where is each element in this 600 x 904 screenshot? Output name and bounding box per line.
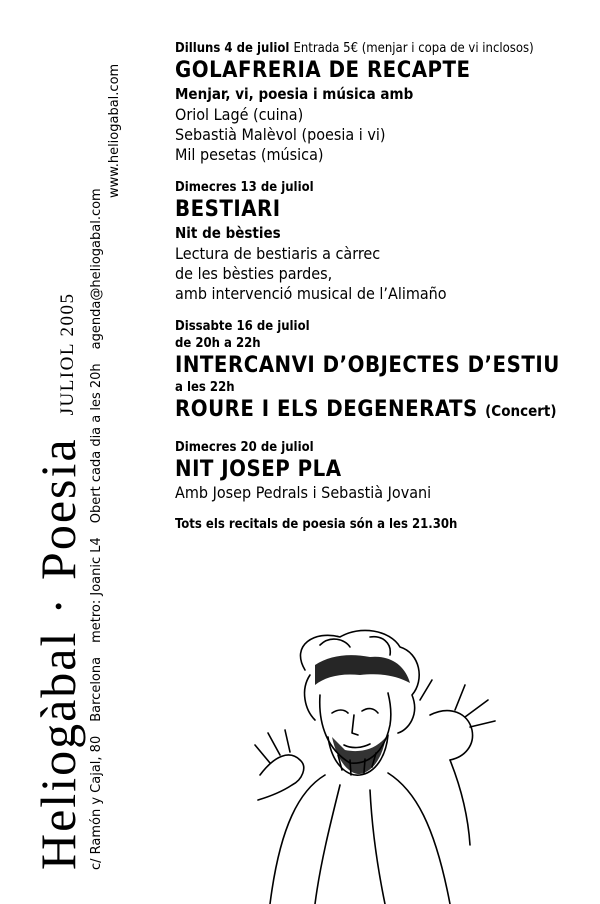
event-time: a les 22h (175, 380, 235, 395)
venue-info (89, 50, 104, 870)
brand-heading (3, 50, 86, 870)
event-title: GOLAFRERIA DE RECAPTE (175, 58, 471, 83)
event-date: Dissabte 16 de juliol (175, 319, 310, 334)
event-line: Lectura de bestiaris a càrrec (175, 244, 381, 263)
event-title-concert (175, 396, 590, 425)
event-title-concert-note: (Concert) (485, 402, 557, 420)
event-date: Dimecres 20 de juliol (175, 440, 314, 455)
event-date: Dimecres 13 de juliol (175, 180, 314, 195)
event-subtitle: Nit de bèsties (175, 224, 281, 242)
venue-metro: metro: Joanic L4 (89, 537, 104, 643)
recital-time-note: Tots els recitals de poesia són a les 21.30h (175, 517, 458, 532)
event-line: Mil pesetas (música) (175, 145, 324, 164)
event-date (175, 40, 590, 57)
event-listing (175, 40, 590, 532)
brand-section: Poesia (30, 437, 86, 580)
event-line: de les bèsties pardes, (175, 264, 333, 283)
venue-hours: Obert cada dia a les 20h (89, 363, 104, 524)
event-title: NIT JOSEP PLA (175, 457, 342, 482)
event-title: INTERCANVI D’OBJECTES D’ESTIU (175, 353, 560, 378)
side-rotated-block (3, 50, 153, 870)
side-column (0, 0, 170, 904)
event-date-text: Dilluns 4 de juliol (175, 41, 290, 56)
event-entry-price: Entrada 5€ (menjar i copa de vi inclosos) (293, 41, 534, 56)
brand-month: JULIOL 2005 (57, 292, 78, 416)
venue-city: Barcelona (89, 656, 104, 722)
event-title-concert-name: ROURE I ELS DEGENERATS (175, 397, 478, 422)
event-line: Amb Josep Pedrals i Sebastià Jovani (175, 483, 432, 502)
event-line: Sebastià Malèvol (poesia i vi) (175, 125, 386, 144)
event-time: de 20h a 22h (175, 336, 261, 351)
event-line: amb intervenció musical de l’Alimaño (175, 284, 447, 303)
event-item (175, 439, 590, 503)
brand-name: Heliogàbal (30, 630, 86, 870)
event-title: BESTIARI (175, 197, 281, 222)
event-subtitle: Menjar, vi, poesia i música amb (175, 85, 414, 103)
event-item (175, 179, 590, 304)
event-item (175, 40, 590, 165)
venue-website[interactable]: www.heliogabal.com (107, 63, 122, 198)
poet-sketch-illustration (220, 625, 520, 904)
venue-email[interactable]: agenda@heliogabal.com (89, 188, 104, 350)
event-item (175, 318, 590, 425)
brand-separator: · (30, 595, 86, 615)
venue-address: c/ Ramón y Cajal, 80 (89, 735, 104, 870)
event-line: Oriol Lagé (cuina) (175, 105, 304, 124)
